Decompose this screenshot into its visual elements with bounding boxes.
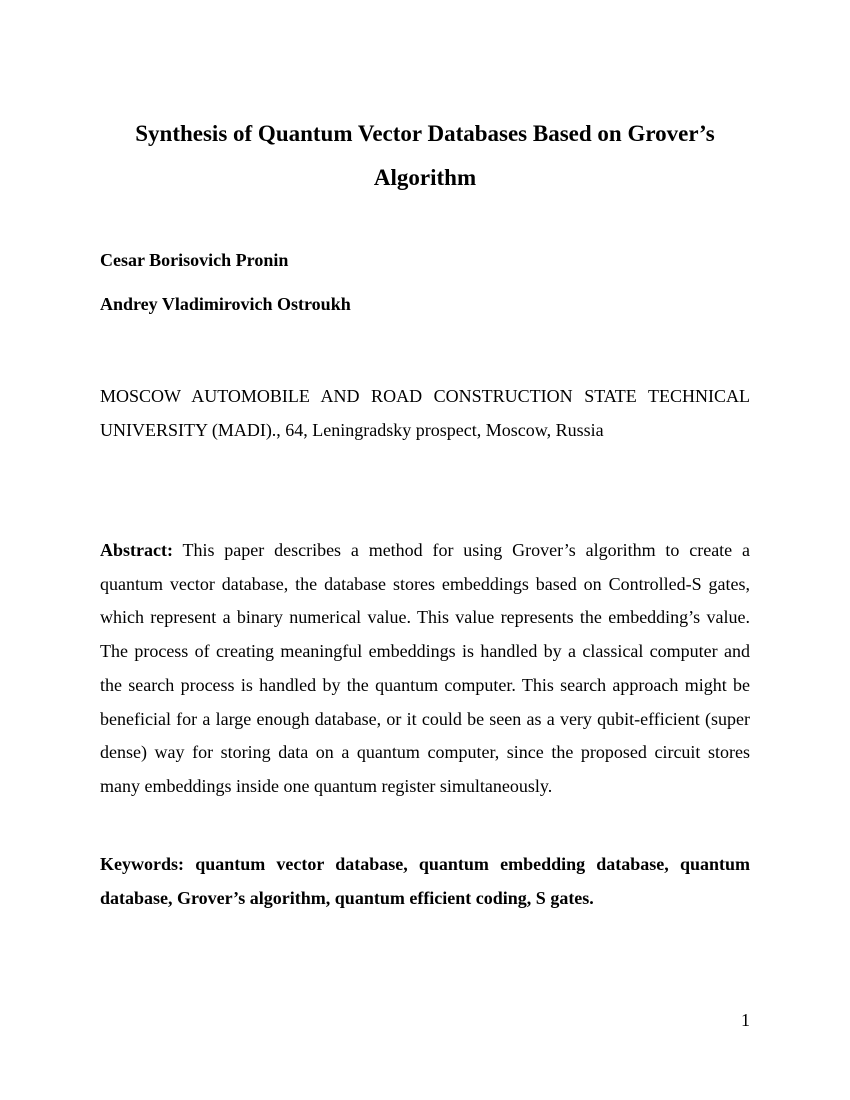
page-number: 1 xyxy=(741,1010,750,1030)
keywords-text: quantum vector database, quantum embedding database, quantum database, Grover’s algorithm, quantum efficient coding, S gates. xyxy=(100,854,750,908)
abstract xyxy=(100,534,750,804)
author-name: Cesar Borisovich Pronin xyxy=(100,250,289,270)
keywords-label: Keywords: xyxy=(100,854,184,874)
affiliation: MOSCOW AUTOMOBILE AND ROAD CONSTRUCTION STATE TECHNICAL UNIVERSITY (MADI)., 64, Leningradsky prospect, Moscow, Russia xyxy=(100,386,750,440)
keywords xyxy=(100,848,750,915)
author-name: Andrey Vladimirovich Ostroukh xyxy=(100,294,351,314)
abstract-text: This paper describes a method for using Grover’s algorithm to create a quantum vector database, the database stores embeddings based on Controlled-S gates, which represent a binary numerical value. This value represents the embedding’s value. The process of creating meaningful embeddings is handled by a classical computer and the search process is handled by the quantum computer. This search approach might be beneficial for a large enough database, or it could be seen as a very qubit-efficient (super dense) way for storing data on a quantum computer, since the proposed circuit stores many embeddings inside one quantum register simultaneously. xyxy=(100,540,750,796)
abstract-label: Abstract: xyxy=(100,540,173,560)
paper-title: Synthesis of Quantum Vector Databases Based on Grover’s Algorithm xyxy=(135,121,715,190)
